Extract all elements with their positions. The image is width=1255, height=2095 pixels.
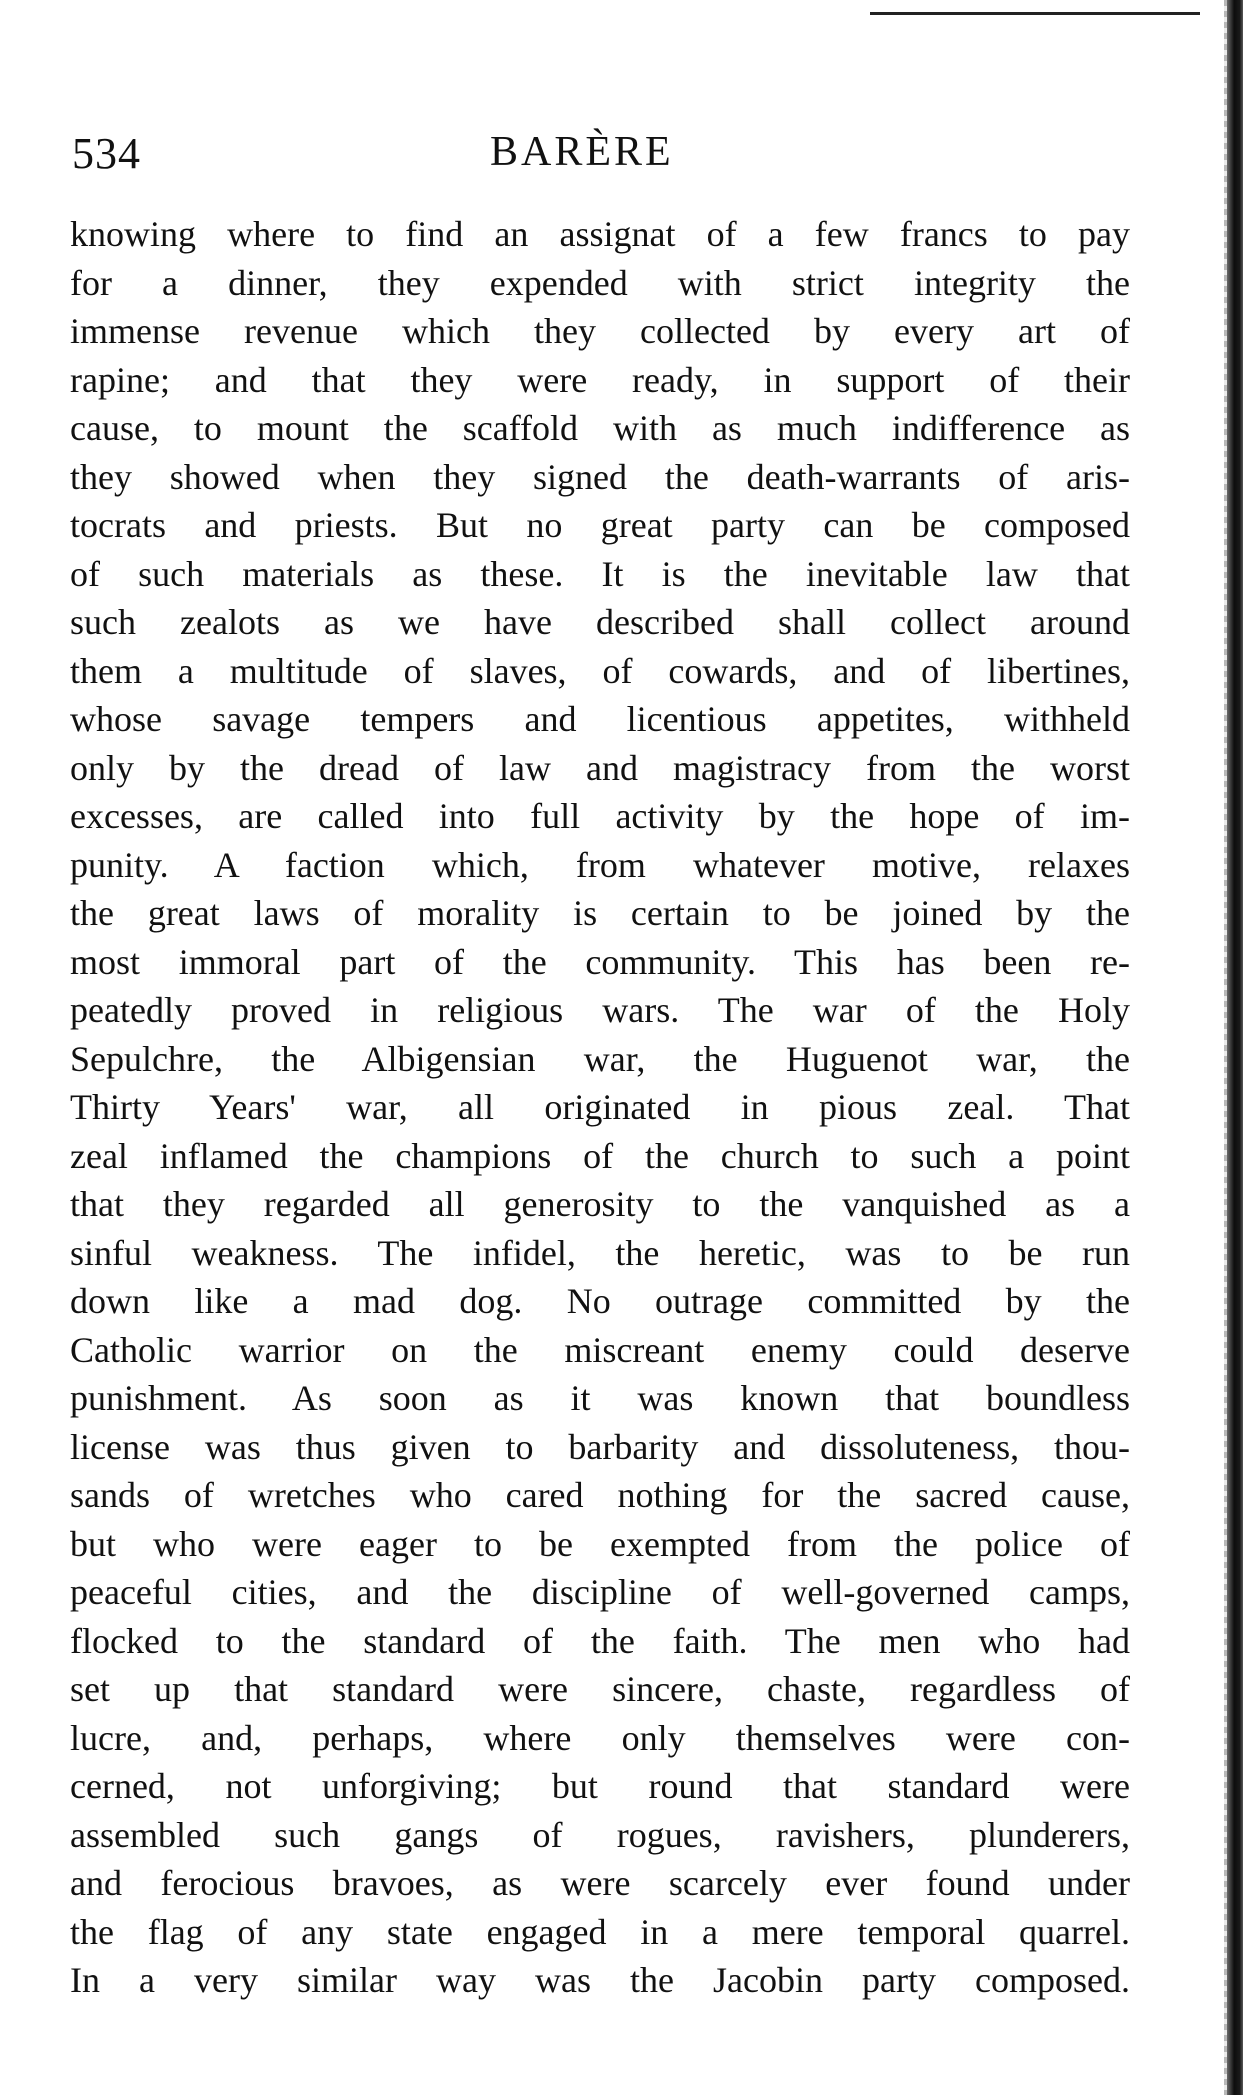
text-line: sands of wretches who cared nothing for the sacred cause,: [70, 1475, 1130, 1515]
text-line: cause, to mount the scaffold with as much indifference as: [70, 408, 1130, 448]
text-line: peatedly proved in religious wars. The war of the Holy: [70, 990, 1130, 1030]
text-line: the flag of any state engaged in a mere temporal quarrel.: [70, 1911, 1130, 1952]
text-line: most immoral part of the community. This has been re-: [70, 941, 1130, 982]
text-line: down like a mad dog. No outrage committed by the: [70, 1281, 1130, 1321]
top-rule: [870, 12, 1200, 15]
running-head: BARÈRE: [490, 129, 674, 175]
text-line: Sepulchre, the Albigensian war, the Huguenot war, the: [70, 1038, 1130, 1079]
text-line: lucre, and, perhaps, where only themselves were con-: [70, 1717, 1130, 1758]
text-line: sinful weakness. The infidel, the heretic, was to be run: [70, 1232, 1130, 1273]
text-line: only by the dread of law and magistracy from the worst: [70, 747, 1130, 788]
text-line: of such materials as these. It is the inevitable law that: [70, 553, 1130, 594]
text-line: cerned, not unforgiving; but round that standard were: [70, 1766, 1130, 1806]
text-line: they showed when they signed the death-warrants of aris-: [70, 456, 1130, 497]
text-line: rapine; and that they were ready, in support of their: [70, 359, 1130, 400]
text-line: punishment. As soon as it was known that boundless: [70, 1378, 1130, 1418]
text-line: tocrats and priests. But no great party can be composed: [70, 505, 1130, 545]
text-line: Catholic warrior on the miscreant enemy could deserve: [70, 1329, 1130, 1370]
text-line: In a very similar way was the Jacobin party composed.: [70, 1960, 1130, 2000]
text-line: Thirty Years' war, all originated in pious zeal. That: [70, 1087, 1130, 1127]
text-line: the great laws of morality is certain to be joined by the: [70, 893, 1130, 933]
text-line: license was thus given to barbarity and dissoluteness, thou-: [70, 1426, 1130, 1467]
text-line: and ferocious bravoes, as were scarcely ever found under: [70, 1863, 1130, 1903]
text-line: whose savage tempers and licentious appetites, withheld: [70, 699, 1130, 739]
text-line: but who were eager to be exempted from the police of: [70, 1523, 1130, 1564]
text-line: assembled such gangs of rogues, ravishers, plunderers,: [70, 1814, 1130, 1855]
text-line: for a dinner, they expended with strict integrity the: [70, 262, 1130, 303]
page-number: 534: [72, 129, 141, 178]
text-line: peaceful cities, and the discipline of well-governed camps,: [70, 1572, 1130, 1612]
page-header: [70, 128, 1130, 188]
text-line: knowing where to find an assignat of a few francs to pay: [70, 214, 1130, 254]
text-line: zeal inflamed the champions of the church to such a point: [70, 1135, 1130, 1176]
text-line: set up that standard were sincere, chaste, regardless of: [70, 1669, 1130, 1709]
text-line: that they regarded all generosity to the vanquished as a: [70, 1184, 1130, 1224]
text-line: excesses, are called into full activity by the hope of im-: [70, 796, 1130, 836]
text-line: them a multitude of slaves, of cowards, and of libertines,: [70, 650, 1130, 691]
body-text: [70, 210, 1130, 2005]
book-spine-shadow: [1227, 0, 1243, 2095]
text-line: punity. A faction which, from whatever motive, relaxes: [70, 844, 1130, 885]
text-line: flocked to the standard of the faith. The men who had: [70, 1620, 1130, 1661]
text-line: immense revenue which they collected by every art of: [70, 311, 1130, 351]
text-line: such zealots as we have described shall collect around: [70, 602, 1130, 642]
